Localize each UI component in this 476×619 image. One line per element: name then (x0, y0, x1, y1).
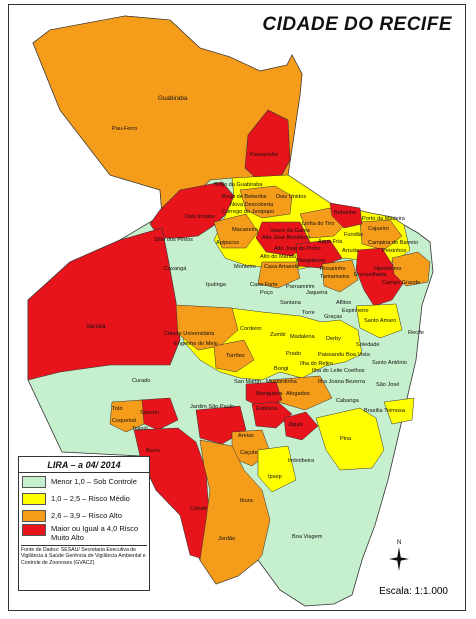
label-sancho: Sancho (140, 410, 159, 416)
label-pau-ferro: Pau-Ferro (112, 126, 138, 132)
label-jordao: Jordão (218, 536, 236, 542)
legend-label: Maior ou Igual a 4,0 Risco Muito Alto (51, 524, 139, 542)
label-campo-grande: Campo Grande (382, 280, 421, 286)
label-barro: Barro (146, 448, 160, 454)
label-curado: Curado (132, 378, 151, 384)
north-label: N (397, 540, 402, 546)
label-gracas: Graças (324, 314, 343, 320)
label-porto-da-madeira: Porto da Madeira (362, 216, 405, 222)
label-corrego-jenipapo: Córrego do Jenipapo (222, 209, 275, 215)
label-varzea: Varzea (86, 323, 106, 330)
label-arruda: Arruda (342, 248, 359, 254)
label-santo-antonio: Santo Antônio (372, 360, 407, 366)
label-jaqueira: Jaqueira (306, 290, 328, 296)
label-dois-irmaos: Dois Irmãos (185, 214, 215, 220)
legend-swatch (22, 493, 46, 505)
label-afogados: Afogados (286, 391, 310, 397)
label-brejo-guabiraba: Brejo da Guabiraba (214, 182, 263, 188)
map-title: CIDADE DO RECIFE (262, 14, 452, 35)
legend-item (19, 490, 149, 507)
label-agua-fria: Água Fria (318, 239, 343, 245)
label-torroes: Torrões (226, 353, 245, 359)
label-beberibe: Beberibe (334, 210, 357, 216)
scale-label: Escala: 1:1.000 (379, 586, 448, 597)
label-toto: Totó (112, 406, 123, 412)
label-ibura: Ibura (240, 498, 253, 504)
legend-label: 1,0 – 2,5 – Risco Médio (51, 494, 130, 503)
label-coqueiral: Coqueiral (112, 418, 136, 424)
label-sitio-dos-pintos: Sítio dos Pintos (154, 237, 193, 243)
label-alto-jose-bonifacio: Alto José Bonifácio (262, 235, 310, 241)
label-sao-jose: São José (376, 382, 400, 388)
label-recife: Recife (408, 330, 424, 336)
label-casa-forte: Casa Forte (250, 282, 278, 288)
label-iputinga: Iputinga (206, 282, 226, 288)
label-linha-do-tiro: Linha do Tiro (302, 221, 335, 227)
label-mangabeira: Mangabeira (296, 258, 326, 264)
label-poco: Poço (260, 290, 273, 296)
label-san-martin: San Martin (234, 379, 262, 385)
label-macaxeira: Macaxeira (232, 227, 258, 233)
label-parnamirim: Parnamirim (286, 284, 315, 290)
label-casa-amarela: Casa Amarela (264, 264, 300, 270)
legend-item (19, 473, 149, 490)
label-imbiribeira: Imbiribeira (288, 458, 315, 464)
label-hipodromo: Hipódromo (374, 266, 402, 272)
legend-item (19, 524, 149, 546)
label-rosarinho: Rosarinho (320, 266, 346, 272)
label-aflitos: Aflitos (336, 300, 352, 306)
label-alto-jose-pinho: Alto José do Pinho (274, 246, 321, 252)
label-torre: Torre (302, 310, 315, 316)
compass-icon (387, 545, 411, 573)
label-madalena: Madalena (290, 334, 315, 340)
label-cordeiro: Cordeiro (240, 326, 262, 332)
label-vasco-da-gama: Vasco da Gama (270, 228, 310, 234)
label-tamarineira: Tamarineira (320, 274, 350, 280)
legend-label: 2,6 – 3,9 – Risco Alto (51, 511, 122, 520)
label-jardim-sao-paulo: Jardim São Paulo (190, 404, 235, 410)
label-cacote: Caçote (240, 450, 258, 456)
label-campina-barreto: Campina do Barreto (368, 240, 419, 246)
legend-swatch (22, 476, 46, 488)
label-coelhos: Coelhos (344, 368, 365, 374)
label-dois-unidos: Dois Unidos (276, 194, 307, 200)
label-mustardinha: Mustardinha (266, 379, 297, 385)
label-santana: Santana (280, 300, 301, 306)
label-areias: Areias (238, 433, 254, 439)
label-santo-amaro: Santo Amaro (364, 318, 397, 324)
label-cajueiro: Cajueiro (368, 226, 389, 232)
label-alto-do-mandu: Alto do Mandu (260, 254, 297, 260)
label-cidade-universitaria: Cidade Universitária (164, 331, 215, 337)
legend-label: Menor 1,0 – Sob Controle (51, 477, 137, 486)
label-brasilia-teimosa: Brasília Teimosa (364, 408, 405, 414)
label-paissandu: Paissandu (318, 352, 345, 358)
legend-title: LIRA – a 04/ 2014 (19, 457, 149, 473)
label-bongi: Bongi (274, 366, 289, 372)
label-nova-descoberta: Nova Descoberta (230, 202, 274, 208)
label-fundao: Fundão (344, 232, 363, 238)
label-brejo-beberibe: Brejo de Beberibe (222, 194, 267, 200)
legend-swatch (22, 510, 46, 522)
legend-swatch (22, 524, 46, 536)
label-ipsep: Ipsep (268, 474, 282, 480)
label-derby: Derby (326, 336, 341, 342)
label-apipucos: Apipucos (216, 240, 240, 246)
region-varzea (28, 228, 180, 380)
label-ilha-joana-bezerra: Ilha Joana Bezerra (318, 379, 365, 385)
label-tejipio: Tejipió (132, 426, 148, 432)
label-mangueira: Mangueira (256, 391, 283, 397)
label-guabiraba: Guabiraba (158, 95, 188, 102)
map-legend (18, 456, 150, 591)
label-prado: Prado (286, 351, 301, 357)
label-caxanga: Caxangá (164, 266, 187, 272)
data-source-note: Fonte de Dados: SESAU/ Secretaria Executiva de Vigilância à Saúde Gerência de Vigilância Ambiental e Controle de Zoonoses (GVACZ) (21, 547, 146, 566)
label-pina: Pina (340, 436, 352, 442)
label-encruzilhada: Encruzilhada (354, 272, 387, 278)
label-cohab: Cohab (190, 506, 207, 512)
north-arrow (387, 540, 411, 578)
label-cabanga: Cabanga (336, 398, 359, 404)
label-estancia: Estância (256, 406, 278, 412)
label-soledade: Soledade (356, 342, 380, 348)
label-engenho-do-meio: Engenho do Meio (174, 341, 218, 347)
label-boa-vista: Boa Vista (346, 352, 370, 358)
label-peixinhos: Peixinhos (382, 248, 407, 254)
legend-item (19, 507, 149, 524)
label-boa-viagem: Boa Viagem (292, 534, 323, 540)
label-jiquia: Jiquiá (288, 422, 303, 428)
label-espinheiro: Espinheiro (342, 308, 369, 314)
label-ilha-do-retiro: Ilha do Retiro (300, 361, 334, 367)
label-monteiro: Monteiro (234, 264, 256, 270)
label-zumbi: Zumbi (270, 332, 286, 338)
label-ilha-do-leite: Ilha do Leite (312, 368, 343, 374)
label-passarinho: Passarinho (250, 152, 278, 158)
